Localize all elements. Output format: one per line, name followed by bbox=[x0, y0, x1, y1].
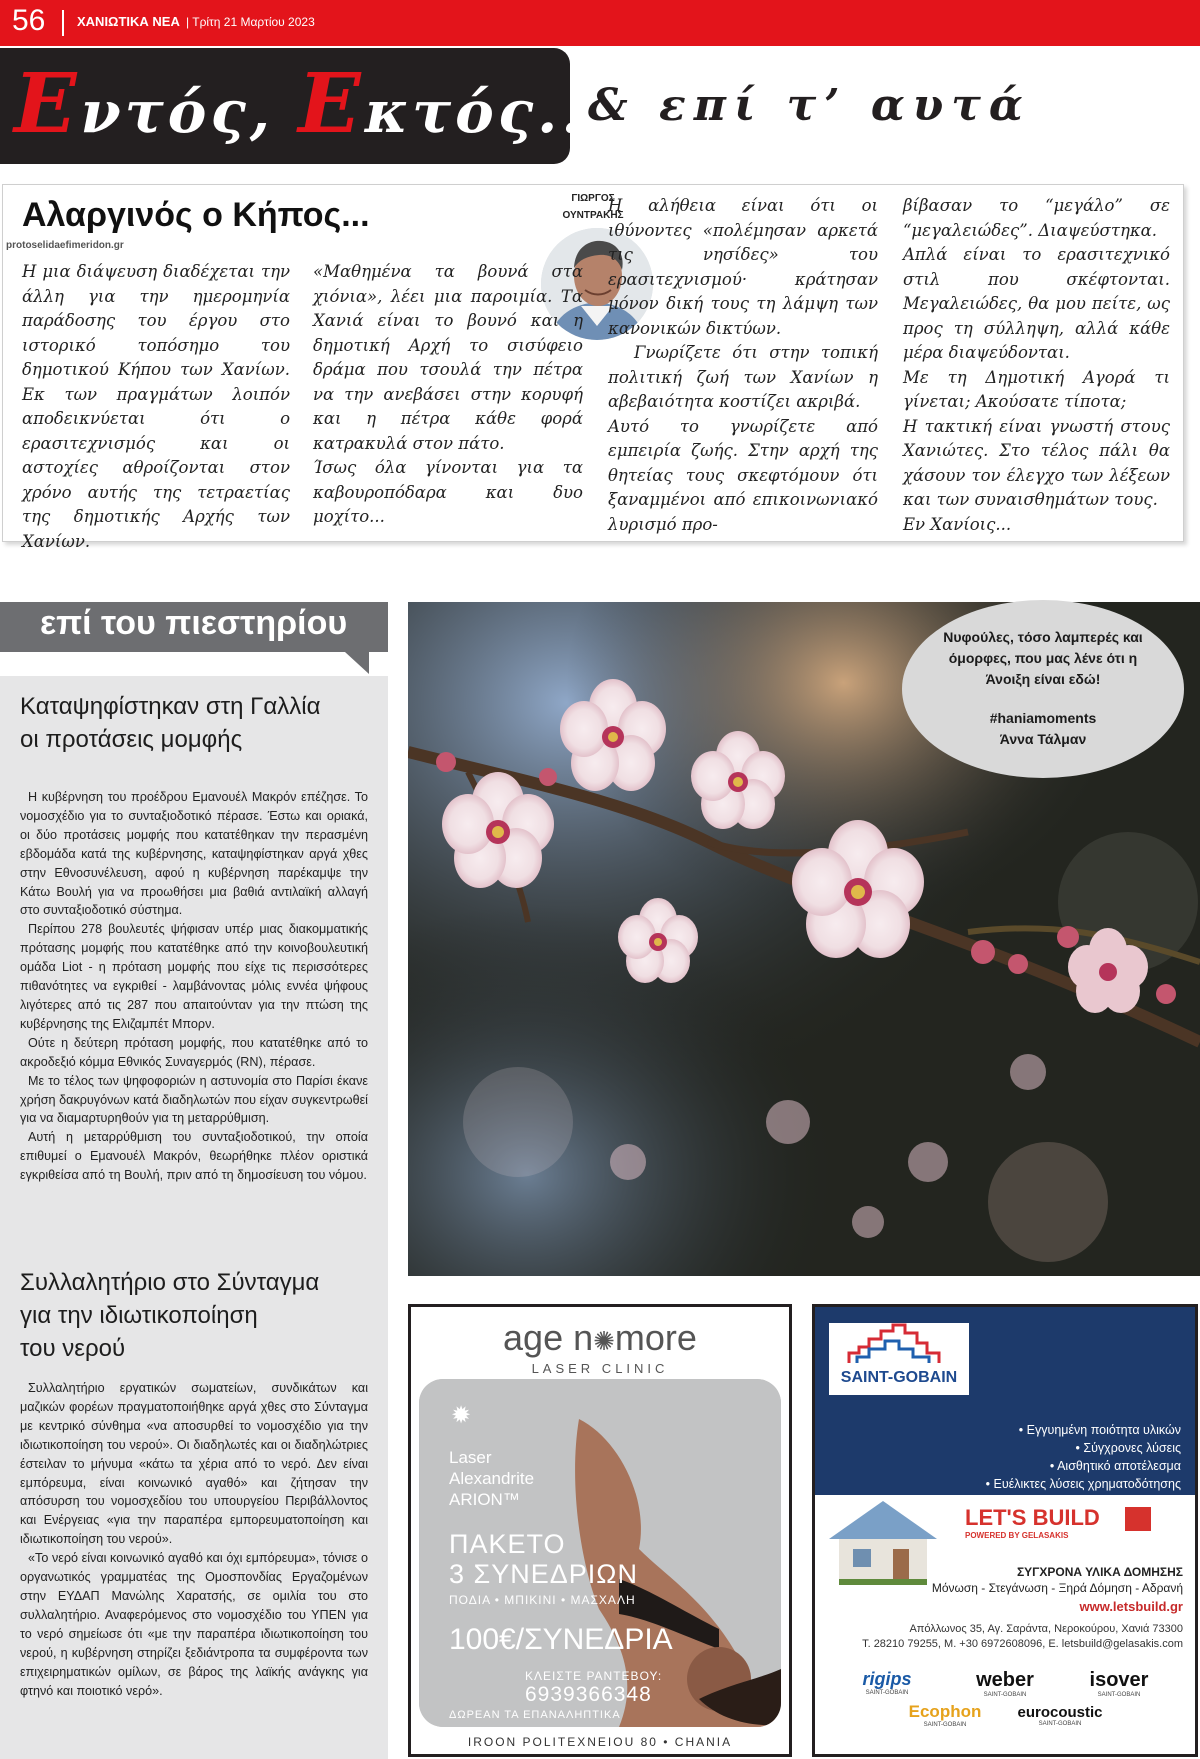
sparkle-icon: ✹ bbox=[451, 1402, 472, 1429]
partner-sub: SAINT-GOBAIN bbox=[1038, 1721, 1082, 1727]
ad-address: Απόλλωνος 35, Αγ. Σαράντα, Νεροκούρου, Χανιά 73300 bbox=[909, 1623, 1183, 1635]
opinion-column-1 bbox=[22, 260, 290, 554]
partner-name: eurocoustic bbox=[1017, 1704, 1103, 1721]
divider bbox=[62, 10, 64, 36]
paragraph: Με τη Δημοτική Αγορά τι γίνεται; Ακούσατε τίποτα; bbox=[903, 367, 1170, 411]
bullet-item: • Αισθητικό αποτέλεσμα bbox=[1049, 1459, 1181, 1473]
ad-areas: ΠΟΔΙΑ • ΜΠΙΚΙΝΙ • ΜΑΣΧΑΛΗ bbox=[449, 1593, 636, 1607]
title-word-2: κτός... bbox=[364, 78, 610, 146]
photo-caption: Νυφούλες, τόσο λαμπερές και όμορφες, που μας λένε ότι η Άνοιξη είναι εδώ! bbox=[943, 629, 1143, 687]
brand-name: SAINT-GOBAIN bbox=[840, 1369, 958, 1386]
partner-name: isover bbox=[1089, 1669, 1149, 1691]
bullet-item: • Σύγχρονες λύσεις bbox=[1075, 1441, 1181, 1455]
top-bar bbox=[0, 0, 1200, 46]
photo-hashtag: #haniamoments bbox=[989, 710, 1097, 726]
opinion-column-2 bbox=[313, 260, 583, 530]
title-word-1: ντός, bbox=[80, 78, 299, 146]
paragraph: «Το νερό είναι κοινωνικό αγαθό και όχι εμπόρευμα», τόνισε ο οργανωτικός γραμματέας της Ομοσπονδίας Εργαζομένων στην ΕΥΔΑΠ Μανώλης Χαρατσής, σε ομιλία του στο συλλαλητήριο. Αναφερόμενος στο νομοσχέδιο του ΥΠΕΝ για το νερό σημείωσε ότι «με την παραπέρα ιδιωτικοποίηση του νερού, η κυβέρνηση στηρίζει ξεδιάντροπα τα συμφέροντα των επιχειρηματικών ομίλων, σε βάρος της λαϊκής ανάγκης για φτηνό και ποιοτικό νερό». bbox=[20, 1551, 368, 1698]
section-title bbox=[14, 56, 610, 152]
bullet-item: • Εγγυημένη ποιότητα υλικών bbox=[1018, 1423, 1181, 1437]
tech-line: ARION™ bbox=[449, 1490, 520, 1509]
partner-logo-weber bbox=[963, 1669, 1047, 1698]
partner-sub: SAINT-GOBAIN bbox=[923, 1722, 967, 1728]
bullet-text: Εγγυημένη ποιότητα υλικών bbox=[1026, 1423, 1181, 1437]
ad-services: Μόνωση - Στεγάνωση - Ξηρά Δόμηση - Αδρανή bbox=[931, 1581, 1183, 1595]
paragraph: Η μια διάψευση διαδέχεται την άλλη για την ημερομηνία παράδοσης του έργου στο ιστορικό τοπόσημο του δημοτικού Κήπου των Χανίων. Εκ των πραγμάτων λοιπόν αποδεικνύεται ότι ο ερασιτεχνισμός και οι αστοχίες αθροίζονται στον χρόνο αυτής της τετραετίας της δημοτικής Αρχής των Χανίων. bbox=[22, 262, 290, 551]
title-line: Καταψηφίστηκαν στη Γαλλία bbox=[20, 693, 321, 720]
brand-part: age n bbox=[503, 1317, 594, 1358]
ad-cta: ΚΛΕΙΣΤΕ ΡΑΝΤΕΒΟΥ: bbox=[525, 1669, 663, 1683]
paragraph: βίβασαν το “μεγάλο” σε “μεγαλειώδες”. Διαψεύστηκα. bbox=[903, 196, 1170, 240]
paragraph: Απλά είναι το ερασιτεχνικό στιλ που σκέφτονται. Μεγαλειώδες, θα μου πείτε, ως προς τη σύλληψη, αλλά κάθε μέρα διαψεύδονται. bbox=[903, 245, 1170, 362]
ad-phone[interactable]: 6939366348 bbox=[525, 1683, 652, 1706]
ad-contact: T. 28210 79255, M. +30 6972608096, E. letsbuild@gelasakis.com bbox=[862, 1638, 1183, 1650]
logo-powered: POWERED BY GELASAKIS bbox=[965, 1531, 1069, 1540]
lets-build-logo bbox=[965, 1505, 1155, 1551]
title-initial-1: Ε bbox=[14, 56, 81, 152]
opinion-column-4 bbox=[903, 194, 1170, 537]
paragraph: Αυτή η μεταρρύθμιση του συνταξιοδοτικού, την οποία επιθυμεί ο Εμανουέλ Μακρόν, θεωρήθηκε πλέον οριστικά εγκριθείσα από τη Βουλή, πριν από τη δημοσίευση του νόμου. bbox=[20, 1130, 368, 1183]
ad-tech bbox=[449, 1447, 534, 1510]
saint-gobain-logo bbox=[829, 1323, 969, 1395]
photo-author: Άννα Τάλμαν bbox=[999, 731, 1087, 747]
page-number: 56 bbox=[12, 4, 46, 37]
bullet-text: Αισθητικό αποτέλεσμα bbox=[1057, 1459, 1181, 1473]
tech-line: Alexandrite bbox=[449, 1469, 535, 1488]
title-line: Συλλαλητήριο στο Σύνταγμα bbox=[20, 1269, 320, 1296]
author-first-name: ΓΙΩΡΓΟΣ bbox=[571, 193, 615, 204]
partner-logo-isover bbox=[1077, 1669, 1161, 1698]
brand-part: more bbox=[614, 1317, 697, 1358]
partner-name: Ecophon bbox=[908, 1702, 982, 1721]
partner-name: weber bbox=[976, 1669, 1034, 1691]
partner-logo-eurocoustic bbox=[1005, 1704, 1115, 1727]
ad-bullets bbox=[915, 1421, 1181, 1493]
article-title-france bbox=[20, 690, 380, 756]
paragraph: «Μαθημένα τα βουνά στα χιόνια», λέει μια παροιμία. Τα Χανιά είναι το βουνό και η δημοτική Αρχή το σισύφειο δράμα που τσουλά την πέτρα να την ανεβάσει στην κορυφή και η πέτρα κάθε φορά κατρακυλά στον πάτο. bbox=[313, 262, 583, 453]
title-line: του νερού bbox=[20, 1335, 126, 1362]
logo-text: LET'S BUILD bbox=[965, 1505, 1100, 1530]
author-last-name: ΟΥΝΤΡΑΚΗΣ bbox=[562, 210, 624, 221]
partner-logo-rigips bbox=[851, 1669, 923, 1696]
ad-promo-panel bbox=[419, 1379, 781, 1727]
paragraph: Περίπου 278 βουλευτές ψήφισαν υπέρ μιας διακομματικής πρότασης μομφής που κατατέθηκε από την κοινοβουλευτική ομάδα Liot - η πρόταση μομφής που είχε τις περισσότερες πιθανότητες να εγκριθεί - λαμβάνοντας μόλις εννέα ψήφους λιγότερες από τις 287 που απαιτούνταν για την πτώση της κυβέρνησης της Ελιζαμπέτ Μπορν. bbox=[20, 922, 368, 1031]
house-illustration bbox=[823, 1489, 943, 1589]
article-body-water bbox=[20, 1379, 368, 1700]
sun-icon: ✺ bbox=[593, 1326, 615, 1356]
partner-name: rigips bbox=[862, 1669, 912, 1689]
article-body-france bbox=[20, 788, 368, 1185]
paragraph: Εν Χανίοις... bbox=[903, 514, 1012, 534]
sidebar-tag-label: επί του πιεστηρίου bbox=[40, 604, 348, 642]
bullet-item: • Ευέλικτες λύσεις χρηματοδότησης bbox=[985, 1477, 1181, 1491]
ad-address: IROON POLITEXNEIOU 80 • CHANIA bbox=[467, 1735, 733, 1749]
logo-mark-icon bbox=[1125, 1507, 1151, 1531]
bullet-text: Ευέλικτες λύσεις χρηματοδότησης bbox=[993, 1477, 1181, 1491]
article-title-water bbox=[20, 1266, 380, 1365]
issue-date: | Τρίτη 21 Μαρτίου 2023 bbox=[186, 15, 315, 29]
photo-credit bbox=[932, 708, 1154, 750]
tech-line: Laser bbox=[449, 1448, 492, 1467]
package-line: ΠΑΚΕΤΟ bbox=[449, 1529, 566, 1559]
ad-laser-clinic[interactable] bbox=[408, 1304, 792, 1757]
paragraph: Η αλήθεια είναι ότι οι ιθύνοντες «πολέμησαν αρκετά τις νησίδες» του ερασιτεχνισμού· κράτησαν μόνον δική τους τη λάμψη των κανονικών δικτύων. bbox=[608, 196, 878, 338]
ad-brand-sub: LASER CLINIC bbox=[531, 1361, 669, 1376]
partner-sub: SAINT-GOBAIN bbox=[1097, 1692, 1141, 1698]
ad-website-link[interactable]: www.letsbuild.gr bbox=[1079, 1599, 1183, 1614]
ad-brand bbox=[411, 1317, 789, 1359]
partner-sub: SAINT-GOBAIN bbox=[865, 1690, 909, 1696]
title-line: για την ιδιωτικοποίηση bbox=[20, 1302, 258, 1329]
title-line: οι προτάσεις μομφής bbox=[20, 726, 243, 753]
ad-heading: ΣΥΓΧΡΟΝΑ ΥΛΙΚΑ ΔΟΜΗΣΗΣ bbox=[1016, 1565, 1183, 1579]
section-subtitle: & επί τ’ αυτά bbox=[588, 80, 1031, 131]
opinion-title: Αλαργινός ο Κήπος... bbox=[22, 196, 370, 234]
ad-lets-build[interactable] bbox=[812, 1304, 1198, 1757]
title-initial-2: Ε bbox=[298, 56, 365, 152]
paragraph: Συλλαλητήριο εργατικών σωματείων, συνδικάτων και μαζικών φορέων πραγματοποιήθηκε αργά χθες στο Σύνταγμα με κεντρικό σύνθημα «να αποσυρθεί το νομοσχέδιο για την ιδιωτικοποίηση του νερού». Οι διαδηλωτές και οι διαδηλώτριες έστειλαν το μήνυμα «κάτω τα χέρια από το νερό. Δεν είναι εμπόρευμα, είναι κοινωνικό αγαθό» και ζήτησαν την απόσυρση του νομοσχεδίου του υπουργείου Περιβάλλοντος και Ενέργειας «για την παραπέρα εμπορευματοποίηση και ιδιωτικοποίηση του νερού». bbox=[20, 1381, 368, 1547]
paragraph: Με το τέλος των ψηφοφοριών η αστυνομία στο Παρίσι έκανε χρήση δακρυγόνων κατά διαδηλωτών που είχαν συγκεντρωθεί για να διαμαρτυρηθούν για τη μεταρρύθμιση. bbox=[20, 1073, 368, 1126]
bullet-text: Σύγχρονες λύσεις bbox=[1083, 1441, 1181, 1455]
paragraph: Αυτό το γνωρίζετε από εμπειρία ζωής. Στην αρχή της θητείας τους σκεφτόμουν ότι ξαναμμένοι από επικοινωνιακό λυρισμό προ- bbox=[608, 416, 878, 534]
partner-logo-ecophon bbox=[901, 1702, 989, 1728]
sidebar-tag-tail bbox=[345, 652, 369, 674]
paper-name: ΧΑΝΙΩΤΙΚΑ ΝΕΑ bbox=[77, 14, 180, 29]
ad-free-note: ΔΩΡΕΑΝ ΤΑ ΕΠΑΝΑΛΗΠΤΙΚΑ bbox=[449, 1709, 621, 1721]
paragraph: Ίσως όλα γίνονται για τα καβουροπόδαρα και δυο μοχίτο... bbox=[313, 458, 583, 526]
partner-sub: SAINT-GOBAIN bbox=[983, 1692, 1027, 1698]
paragraph: Ούτε η δεύτερη πρόταση μομφής, που κατατέθηκε από το ακροδεξιό κόμμα Εθνικός Συναγερμός (RN), πέρασε. bbox=[20, 1035, 368, 1069]
ad-package bbox=[449, 1529, 638, 1589]
opinion-column-3 bbox=[608, 194, 878, 537]
package-line: 3 ΣΥΝΕΔΡΙΩΝ bbox=[449, 1559, 638, 1589]
paragraph: Γνωρίζετε ότι στην τοπική πολιτική ζωή των Χανίων η αβεβαιότητα κοστίζει ακριβά. bbox=[608, 343, 878, 411]
ad-price: 100€/ΣΥΝΕΔΡΙΑ bbox=[449, 1623, 673, 1656]
photo-caption-bubble bbox=[902, 600, 1184, 778]
paragraph: Η τακτική είναι γνωστή στους Χανιώτες. Στο τέλος πάλι θα χάσουν τον έλεγχο των λέξεων και των συναισθημάτων τους. bbox=[903, 416, 1170, 509]
paragraph: Η κυβέρνηση του προέδρου Εμανουέλ Μακρόν επέζησε. Το νομοσχέδιο για το συνταξιοδοτικό πέρασε. Έστω και οριακά, οι δύο προτάσεις μομφής που κατατέθηκαν την περασμένη εβδομάδα κατά της κυβέρνησης, καταψηφίστηκαν αργά χθες στην Εθνοσυνέλευση, αφού η κυβέρνηση παρέκαμψε την Κάτω Βουλή για να προωθήσει μια βαθιά αντιλαϊκή αλλαγή στο συνταξιοδοτικό σύστημα. bbox=[20, 790, 368, 918]
watermark: protoselidaefimeridon.gr bbox=[6, 240, 124, 251]
